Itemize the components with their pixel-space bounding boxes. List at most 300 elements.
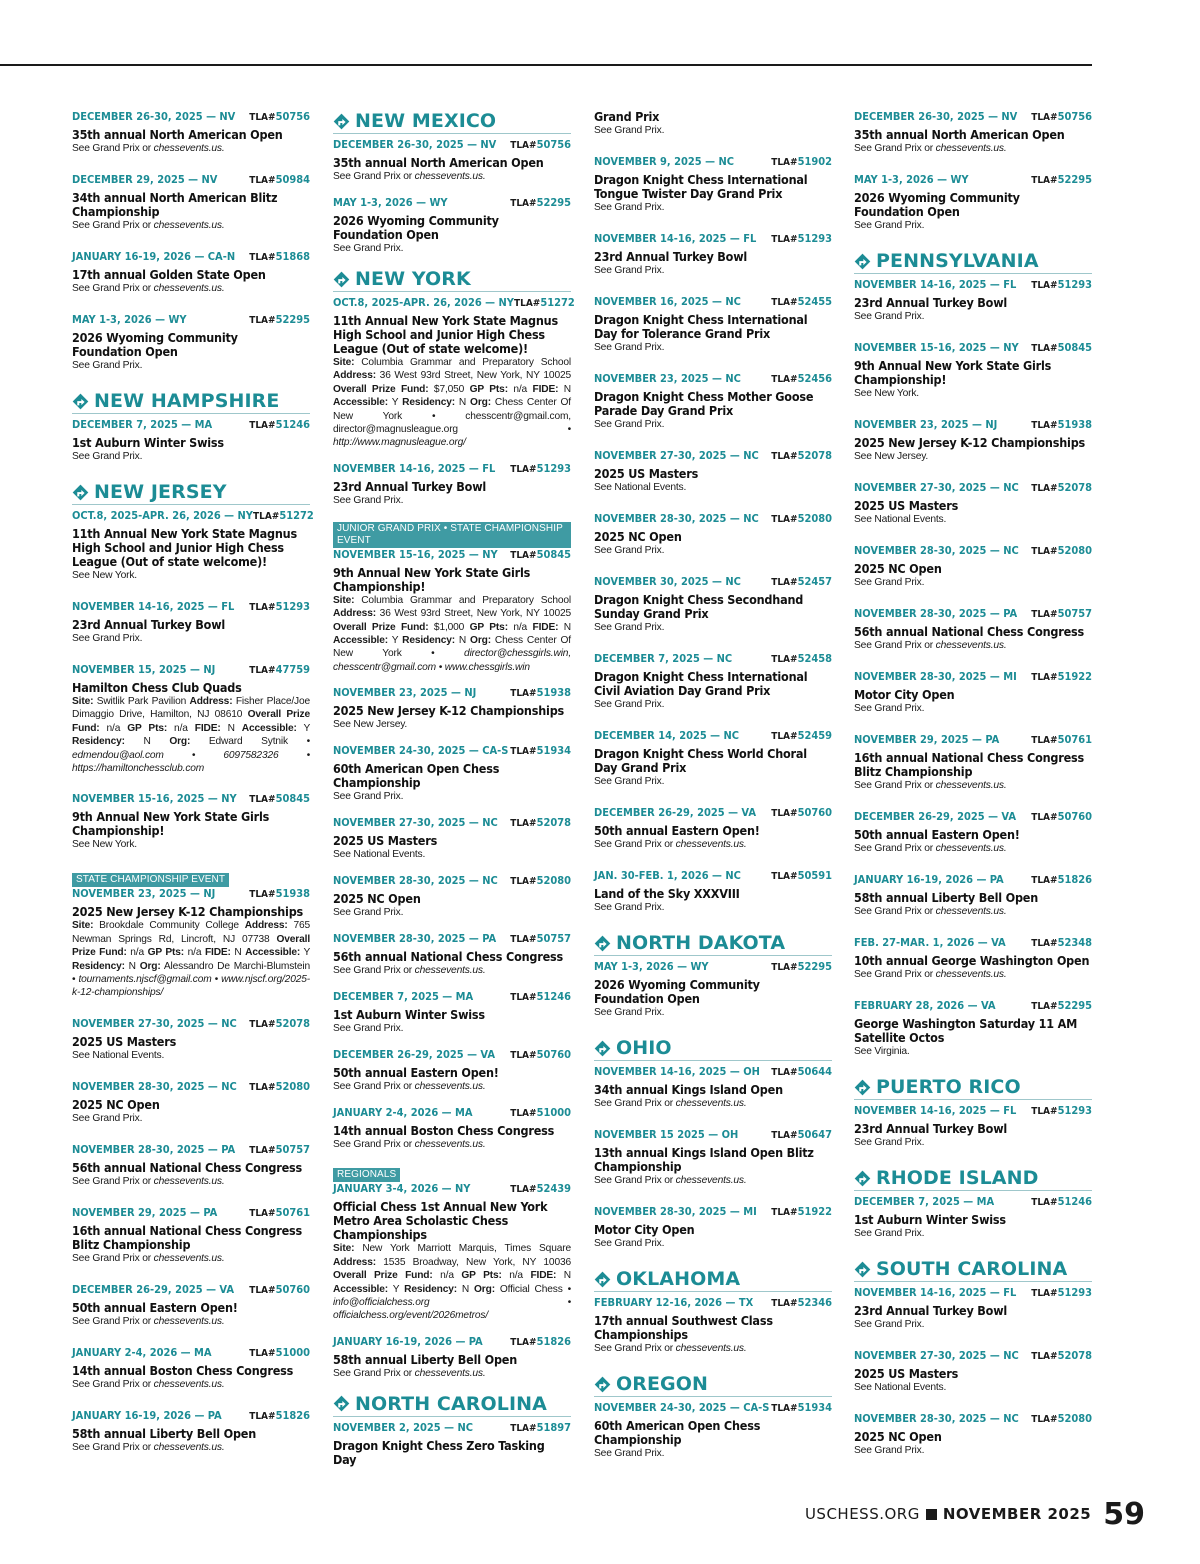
tla-label: TLA# (249, 112, 276, 123)
event-date: NOVEMBER 23, 2025 — NJ (333, 686, 477, 700)
tla-label: TLA# (249, 1018, 276, 1030)
event-title: 60th American Open Chess Championship (594, 1418, 761, 1447)
tla-value: 52458 (797, 652, 832, 665)
note-link[interactable]: chessevents.us. (935, 969, 1007, 980)
note-text: See New Jersey. (333, 719, 408, 731)
event-note (594, 1006, 832, 1020)
event-listing (594, 1296, 832, 1356)
detail-label: Overall Prize Fund: (72, 933, 310, 959)
event-header (854, 810, 1092, 825)
detail-value: $1,000 (428, 621, 470, 633)
detail-label: Site: (333, 357, 355, 368)
event-listing (72, 1206, 310, 1266)
detail-label: GP Pts: (461, 1270, 502, 1282)
event-date: NOVEMBER 28-30, 2025 — MI (594, 1205, 757, 1218)
event-listing (594, 449, 832, 495)
detail-value: n/a (432, 1270, 462, 1282)
tla-label: TLA# (249, 1144, 276, 1156)
tla-number (510, 138, 571, 153)
event-date: NOVEMBER 29, 2025 — PA (854, 733, 1000, 746)
note-text: See Grand Prix. (594, 1448, 665, 1459)
note-link[interactable]: chessevents.us. (153, 1315, 225, 1327)
event-title: 23rd Annual Turkey Bowl (854, 1303, 1008, 1318)
event-header (854, 873, 1092, 888)
diamond-arrow-icon (594, 1376, 611, 1393)
tla-number (249, 1346, 310, 1361)
column-1 (72, 110, 314, 1472)
detail-contact[interactable]: tournaments.njscf@gmail.com • www.njscf.org/2025-k-12-championships/ (72, 974, 310, 999)
event-title: Dragon Knight Chess International Civil Aviation Day Grand Prix (594, 669, 808, 698)
tla-label: TLA# (1031, 280, 1058, 291)
event-listing (854, 173, 1092, 233)
note-text: See Grand Prix. (333, 791, 404, 803)
event-note (72, 1252, 310, 1266)
note-text: See Grand Prix or (72, 220, 154, 231)
tla-number (249, 663, 310, 678)
detail-contact[interactable]: info@officialchess.org • officialchess.org/event/2026metros/ (333, 1296, 571, 1322)
event-title: Dragon Knight Chess International Tongue Twister Day Grand Prix (594, 172, 808, 201)
event-header (333, 744, 571, 759)
note-link[interactable]: chessevents.us. (153, 1175, 225, 1187)
event-note (72, 838, 310, 852)
note-link[interactable]: chessevents.us. (414, 1081, 486, 1093)
note-text: See Grand Prix or (854, 843, 936, 854)
event-title: Dragon Knight Chess World Choral Day Grand Prix (594, 746, 807, 775)
detail-label: Overall Prize Fund: (333, 383, 429, 395)
state-heading (594, 1037, 832, 1061)
detail-value: Columbia Grammar and Preparatory School (354, 357, 571, 368)
tla-number (510, 1421, 571, 1436)
detail-contact[interactable]: edmendou@aol.com • 6097582326 • https://hamiltonchessclub.com (72, 749, 310, 775)
page-number: 59 (1103, 1496, 1145, 1532)
tla-label: TLA# (1031, 938, 1058, 949)
detail-label: Accessible: (333, 1283, 388, 1295)
tla-value: 52080 (536, 874, 571, 888)
state-name: SOUTH CAROLINA (876, 1258, 1068, 1280)
event-listing (854, 936, 1092, 982)
state-name: NEW HAMPSHIRE (94, 390, 280, 412)
detail-label: Residency: (72, 736, 125, 748)
detail-value: Columbia Grammar and Preparatory School (354, 594, 571, 606)
event-date: NOVEMBER 14-16, 2025 — FL (854, 278, 1017, 291)
detail-value: Brookdale Community College (93, 920, 245, 932)
tla-number (510, 548, 571, 563)
tla-label: TLA# (771, 1067, 798, 1078)
event-date: NOVEMBER 28-30, 2025 — NC (333, 874, 498, 888)
note-text: See Grand Prix. (854, 220, 925, 231)
event-note (854, 450, 1092, 464)
note-link[interactable]: chessevents.us. (935, 780, 1007, 791)
event-title: 35th annual North American Open (72, 127, 283, 142)
event-date: NOVEMBER 23, 2025 — NJ (72, 887, 216, 901)
event-note (72, 359, 310, 373)
event-date: DECEMBER 7, 2025 — MA (72, 418, 213, 431)
note-text: See Grand Prix. (333, 907, 404, 919)
event-header (72, 1080, 310, 1095)
note-text: See Grand Prix. (594, 1238, 665, 1249)
state-heading (854, 1258, 1092, 1282)
event-title: 1st Auburn Winter Swiss (72, 435, 224, 450)
tla-label: TLA# (771, 157, 798, 168)
event-listing (333, 1048, 571, 1094)
note-link[interactable]: chessevents.us. (414, 965, 486, 977)
tla-label: TLA# (252, 511, 280, 522)
note-link[interactable]: chessevents.us. (153, 220, 225, 231)
tla-label: TLA# (510, 1108, 537, 1120)
tla-label: TLA# (513, 298, 541, 309)
tla-value: 51938 (1057, 418, 1092, 431)
tla-label: TLA# (771, 577, 798, 588)
event-listing (72, 173, 310, 233)
tla-value: 52295 (1057, 999, 1092, 1012)
tla-label: TLA# (510, 463, 537, 475)
event-date: NOVEMBER 29, 2025 — PA (72, 1205, 218, 1219)
tla-value: 50756 (275, 110, 310, 123)
event-note (594, 1174, 832, 1188)
event-date: DECEMBER 26-29, 2025 — VA (594, 806, 756, 819)
event-note (72, 1378, 310, 1392)
event-header (72, 1017, 310, 1032)
event-title: 2025 US Masters (594, 466, 699, 481)
event-date: FEBRUARY 12-16, 2026 — TX (594, 1296, 754, 1309)
detail-contact[interactable]: director@chessgirls.win, chesscentr@gmail.com • www.chessgirls.win (333, 648, 571, 673)
event-date: NOVEMBER 28-30, 2025 — PA (72, 1142, 236, 1156)
event-note (72, 1049, 310, 1063)
state-name: NEW YORK (355, 268, 471, 290)
note-text: See Grand Prix or (72, 1252, 154, 1264)
event-note (594, 264, 832, 278)
tla-label: TLA# (510, 818, 537, 830)
event-listing (72, 1283, 310, 1329)
tla-value: 50757 (275, 1142, 310, 1156)
event-details (333, 594, 571, 674)
event-details (333, 1242, 571, 1322)
state-name: NEW MEXICO (355, 110, 497, 132)
tla-label: TLA# (1031, 1288, 1058, 1299)
event-header (333, 686, 571, 701)
event-date: DECEMBER 14, 2025 — NC (594, 729, 740, 742)
detail-label: Overall Prize Fund: (72, 709, 310, 734)
event-header (854, 110, 1092, 125)
note-link[interactable]: chessevents.us. (675, 839, 747, 850)
event-details (333, 356, 571, 450)
tla-value: 52080 (1057, 1412, 1092, 1425)
detail-value: N (220, 722, 242, 734)
note-text: See New York. (854, 388, 919, 399)
event-note (72, 142, 310, 156)
detail-label: Residency: (404, 1283, 457, 1295)
tla-label: TLA# (249, 315, 276, 326)
tla-value: 50845 (536, 547, 571, 561)
footer-site[interactable]: USCHESS.ORG (804, 1505, 920, 1523)
tla-label: TLA# (510, 140, 537, 151)
event-listing (72, 313, 310, 373)
event-note (854, 1136, 1092, 1150)
event-date: NOVEMBER 14-16, 2025 — FL (333, 461, 496, 475)
tla-value: 51922 (1057, 670, 1092, 683)
event-note (594, 698, 832, 712)
detail-value: N (558, 621, 572, 633)
event-listing (594, 1065, 832, 1111)
event-title: 35th annual North American Open (333, 155, 544, 170)
event-header (72, 1409, 310, 1424)
note-text: See Grand Prix. (333, 243, 404, 254)
tla-number (1031, 1349, 1092, 1364)
event-note (594, 901, 832, 915)
event-header (854, 481, 1092, 496)
detail-value: N (558, 383, 572, 395)
tla-number (249, 418, 310, 433)
event-header (333, 1106, 571, 1121)
event-listing (594, 232, 832, 278)
tla-value: 52078 (536, 816, 571, 830)
tla-label: TLA# (510, 1422, 537, 1434)
event-title: 1st Auburn Winter Swiss (854, 1212, 1006, 1227)
tla-value: 52078 (797, 449, 832, 462)
event-title: 50th annual Eastern Open! (72, 1299, 238, 1315)
event-note (854, 1045, 1092, 1059)
note-text: See Grand Prix. (594, 902, 665, 913)
note-text: See Grand Prix or (72, 283, 154, 294)
tla-label: TLA# (1031, 483, 1058, 494)
event-header (594, 575, 832, 590)
tla-number (771, 232, 832, 247)
event-header (333, 296, 575, 311)
event-title: 9th Annual New York State Girls Championship! (72, 809, 270, 839)
tla-number (1031, 341, 1092, 356)
event-listing (72, 1346, 310, 1392)
tla-label: TLA# (1031, 1414, 1058, 1425)
event-note (854, 905, 1092, 919)
event-date: NOVEMBER 28-30, 2025 — NC (854, 544, 1019, 557)
event-note (72, 1315, 310, 1329)
state-name: PENNSYLVANIA (876, 250, 1039, 272)
note-link[interactable]: chessevents.us. (935, 640, 1007, 651)
tla-number (510, 874, 571, 889)
event-listing (333, 816, 571, 862)
tla-number (249, 887, 310, 902)
tla-label: TLA# (249, 1207, 276, 1219)
note-link[interactable]: chessevents.us. (675, 1098, 747, 1109)
note-link[interactable]: chessevents.us. (935, 906, 1007, 917)
event-date: NOVEMBER 2, 2025 — NC (333, 1420, 473, 1434)
note-link[interactable]: chessevents.us. (153, 1441, 225, 1453)
event-badge: STATE CHAMPIONSHIP EVENT (72, 873, 229, 887)
tla-number (1031, 110, 1092, 125)
event-note (72, 1112, 310, 1126)
tla-label: TLA# (510, 934, 537, 946)
tla-label: TLA# (249, 794, 276, 806)
tla-value: 51868 (275, 250, 310, 263)
tla-number (514, 296, 575, 311)
event-header (72, 792, 310, 807)
event-title: 60th American Open Chess Championship (333, 761, 500, 791)
event-listing (333, 296, 575, 450)
event-date: NOVEMBER 15-16, 2025 — NY (854, 341, 1019, 354)
event-date: NOVEMBER 28-30, 2025 — PA (854, 607, 1018, 620)
event-date: JANUARY 2-4, 2026 — MA (333, 1106, 473, 1120)
event-date: NOVEMBER 15, 2025 — NJ (72, 663, 216, 676)
event-listing (854, 733, 1092, 793)
event-listing (594, 1401, 832, 1461)
event-note (594, 481, 832, 495)
note-text: See Grand Prix. (854, 577, 925, 588)
state-name: RHODE ISLAND (876, 1167, 1039, 1189)
event-listing (333, 1182, 571, 1322)
event-title: 56th annual National Chess Congress (72, 1159, 303, 1175)
event-date: JANUARY 16-19, 2026 — PA (333, 1334, 483, 1348)
detail-label: Residency: (402, 635, 455, 647)
tla-label: TLA# (1031, 812, 1058, 823)
event-date: DECEMBER 26-30, 2025 — NV (854, 110, 1018, 123)
event-header (854, 1412, 1092, 1427)
event-note (72, 1441, 310, 1455)
event-listing (333, 462, 571, 508)
event-note (333, 790, 571, 804)
event-note (594, 838, 832, 852)
tla-label: TLA# (510, 1184, 537, 1196)
event-date: DECEMBER 26-30, 2025 — NV (72, 110, 236, 123)
note-link[interactable]: chessevents.us. (153, 283, 225, 294)
event-date: NOVEMBER 27-30, 2025 — NC (72, 1016, 237, 1030)
event-title: 56th annual National Chess Congress (333, 949, 564, 965)
note-link[interactable]: chessevents.us. (414, 1139, 486, 1151)
event-title: 2026 Wyoming Community Foundation Open (72, 330, 238, 359)
note-text: See Grand Prix or (72, 143, 154, 154)
tla-value: 51293 (1057, 1104, 1092, 1117)
note-link[interactable]: chessevents.us. (414, 1367, 486, 1379)
note-text: See Grand Prix. (72, 451, 143, 462)
event-title: 58th annual Liberty Bell Open (72, 1425, 257, 1441)
detail-label: GP Pts: (147, 947, 185, 959)
event-note (333, 906, 571, 920)
tla-value: 50761 (275, 1205, 310, 1219)
event-date: MAY 1-3, 2026 — WY (594, 960, 709, 973)
tla-label: TLA# (1031, 609, 1058, 620)
event-date: NOVEMBER 24-30, 2025 — CA-S (594, 1401, 770, 1414)
tla-number (771, 1296, 832, 1311)
event-date: NOVEMBER 14-16, 2025 — FL (854, 1104, 1017, 1117)
detail-value: Y (300, 947, 311, 959)
event-title: Dragon Knight Chess Secondhand Sunday Grand Prix (594, 592, 804, 621)
note-text: See Grand Prix. (72, 1112, 143, 1124)
event-listing (72, 1017, 310, 1063)
note-text: See Grand Prix. (854, 1228, 925, 1239)
state-name: OREGON (616, 1373, 709, 1395)
tla-label: TLA# (510, 688, 537, 700)
tla-number (1031, 418, 1092, 433)
tla-value: 52295 (797, 960, 832, 973)
tla-label: TLA# (1031, 672, 1058, 683)
detail-label: FIDE: (194, 722, 221, 734)
detail-value: Y (387, 635, 403, 647)
tla-number (1031, 733, 1092, 748)
detail-value: 36 West 93rd Street, New York, NY 10025 (375, 370, 571, 382)
tla-label: TLA# (771, 731, 798, 742)
event-header (594, 372, 832, 387)
event-header (594, 1065, 832, 1080)
event-title: 2025 New Jersey K-12 Championships (854, 435, 1086, 450)
event-date: DECEMBER 7, 2025 — MA (333, 990, 474, 1004)
tla-value: 51934 (797, 1401, 832, 1414)
event-date: NOVEMBER 27-30, 2025 — NC (333, 816, 498, 830)
diamond-arrow-icon (594, 1271, 611, 1288)
event-note (333, 1138, 571, 1152)
event-listing (854, 544, 1092, 590)
tla-label: TLA# (1031, 1001, 1058, 1012)
tla-value: 51293 (1057, 278, 1092, 291)
tla-label: TLA# (249, 602, 276, 613)
event-listing (594, 575, 832, 635)
event-header (594, 449, 832, 464)
event-note (72, 450, 310, 464)
event-note (854, 842, 1092, 856)
event-header (72, 250, 310, 265)
note-link[interactable]: chessevents.us. (675, 1175, 747, 1186)
event-listing (72, 792, 310, 852)
tla-value: 50845 (1057, 341, 1092, 354)
event-header (854, 544, 1092, 559)
note-link[interactable]: chessevents.us. (153, 1252, 225, 1264)
event-title: 2025 US Masters (854, 1366, 959, 1381)
event-listing (854, 1195, 1092, 1241)
tla-value: 51246 (275, 418, 310, 431)
detail-value: Alessandro De Marchi-Blumstein • (72, 960, 310, 986)
event-header (854, 607, 1092, 622)
note-link[interactable]: chessevents.us. (414, 171, 486, 182)
event-listing (333, 196, 571, 256)
tla-number (510, 1182, 571, 1197)
event-listing (333, 874, 571, 920)
note-text: See Grand Prix or (854, 906, 936, 917)
event-header (594, 512, 832, 527)
event-date: JANUARY 3-4, 2026 — NY (333, 1182, 471, 1196)
note-text: See National Events. (333, 849, 426, 861)
tla-number (771, 1065, 832, 1080)
tla-number (1031, 481, 1092, 496)
note-link[interactable]: chessevents.us. (153, 1378, 225, 1390)
detail-label: FIDE: (530, 1270, 557, 1282)
event-listing (594, 512, 832, 558)
event-header (854, 278, 1092, 293)
detail-value: N (556, 1270, 572, 1282)
event-header (594, 1205, 832, 1220)
detail-value: N (454, 635, 471, 647)
tla-label: TLA# (1031, 1197, 1058, 1208)
note-link[interactable]: chessevents.us. (153, 143, 225, 154)
tla-value: 51293 (536, 461, 571, 475)
event-header (72, 173, 310, 188)
event-title: Dragon Knight Chess Zero Tasking Day (333, 1437, 545, 1467)
note-link[interactable]: chessevents.us. (935, 843, 1007, 854)
tla-label: TLA# (510, 746, 537, 758)
note-link[interactable]: chessevents.us. (675, 1343, 747, 1354)
event-listing (854, 1104, 1092, 1150)
state-heading (854, 1076, 1092, 1100)
event-note (854, 310, 1092, 324)
tla-value: 52346 (797, 1296, 832, 1309)
event-header (594, 155, 832, 170)
tla-value: 50760 (797, 806, 832, 819)
note-link[interactable]: chessevents.us. (935, 143, 1007, 154)
detail-value: N (124, 960, 140, 972)
detail-contact[interactable]: http://www.magnusleague.org/ (333, 437, 466, 449)
diamond-arrow-icon (854, 1079, 871, 1096)
event-header (854, 341, 1092, 356)
event-listing (333, 686, 571, 732)
state-heading (594, 932, 832, 956)
detail-value: Y (296, 722, 310, 734)
